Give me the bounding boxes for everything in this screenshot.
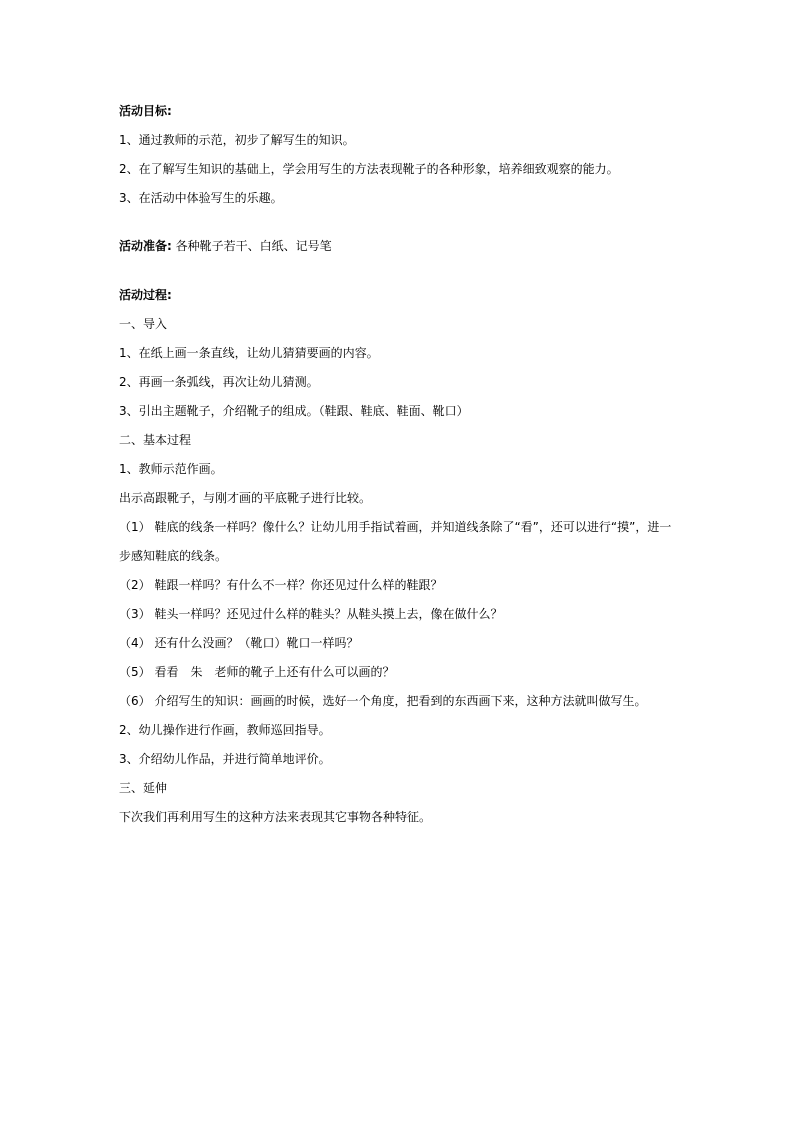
goals-heading: 活动目标: — [119, 104, 172, 118]
goal-item-2: 2、在了解写生知识的基础上，学会用写生的方法表现靴子的各种形象，培养细致观察的能力。 — [119, 162, 619, 176]
process-line: 步感知鞋底的线条。 — [119, 549, 228, 563]
process-line: 2、幼儿操作进行作画，教师巡回指导。 — [119, 723, 331, 737]
preparation-line — [119, 239, 332, 253]
process-line: （5） 看看 朱 老师的靴子上还有什么可以画的？ — [119, 665, 395, 679]
process-line: 出示高跟靴子，与刚才画的平底靴子进行比较。 — [119, 491, 372, 505]
process-line: 1、在纸上画一条直线，让幼儿猜猜要画的内容。 — [119, 346, 379, 360]
process-line: （4） 还有什么没画？（靴口）靴口一样吗？ — [119, 636, 359, 650]
preparation-text: 各种靴子若干、白纸、记号笔 — [175, 239, 332, 253]
section-intro-heading: 一、导入 — [119, 317, 168, 331]
section-extension-heading: 三、延伸 — [119, 781, 168, 795]
section-basic-heading: 二、基本过程 — [119, 433, 192, 447]
goal-item-1: 1、通过教师的示范，初步了解写生的知识。 — [119, 133, 355, 147]
process-line: 3、介绍幼儿作品，并进行简单地评价。 — [119, 752, 331, 766]
process-line: （2） 鞋跟一样吗？有什么不一样？你还见过什么样的鞋跟？ — [119, 578, 443, 592]
process-line: （6） 介绍写生的知识：画画的时候，选好一个角度，把看到的东西画下来，这种方法就叫做写生。 — [119, 694, 647, 708]
process-line: 下次我们再利用写生的这种方法来表现其它事物各种特征。 — [119, 810, 432, 824]
goal-item-3: 3、在活动中体验写生的乐趣。 — [119, 191, 283, 205]
preparation-heading: 活动准备: — [119, 239, 172, 253]
process-line: 3、引出主题靴子，介绍靴子的组成。（鞋跟、鞋底、鞋面、靴口） — [119, 404, 469, 418]
process-heading: 活动过程: — [119, 288, 172, 302]
process-line: （3） 鞋头一样吗？还见过什么样的鞋头？从鞋头摸上去，像在做什么？ — [119, 607, 503, 621]
process-line: 2、再画一条弧线，再次让幼儿猜测。 — [119, 375, 319, 389]
process-line: （1） 鞋底的线条一样吗？像什么？让幼儿用手指试着画，并知道线条除了“看”，还可以进行“摸”，进一 — [119, 520, 672, 534]
process-line: 1、教师示范作画。 — [119, 462, 223, 476]
